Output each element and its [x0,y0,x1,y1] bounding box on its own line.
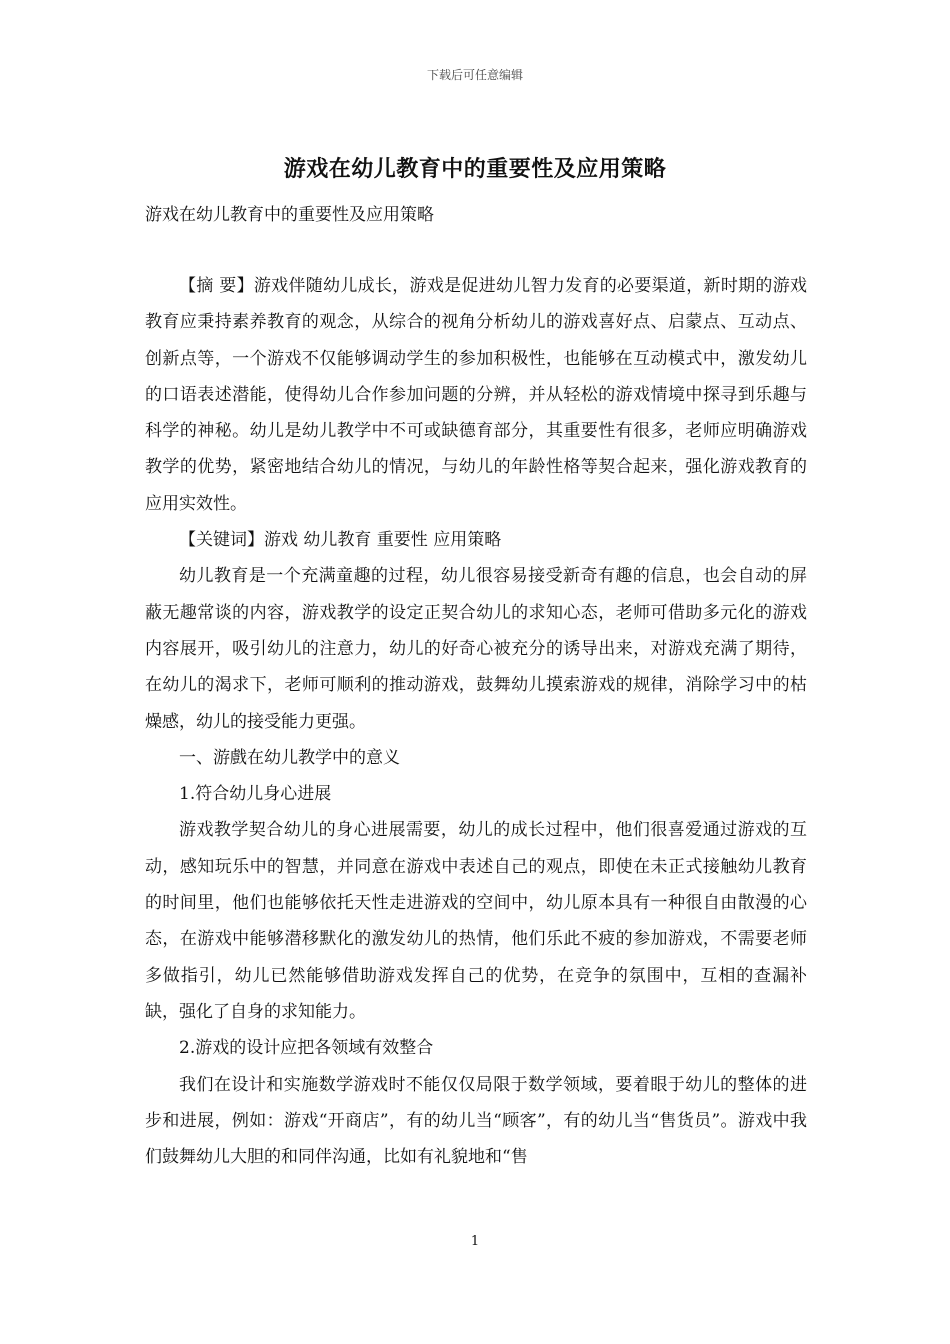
page-number: 1 [470,1234,480,1249]
keywords-paragraph: 【关键词】游戏 幼儿教育 重要性 应用策略 [179,530,502,551]
body-paragraph: 我们在设计和实施数学游戏时不能仅仅局限于数学领域，要着眼于幼儿的整体的进步和进展，例如：游戏“开商店”，有的幼儿当“顾客”，有的幼儿当“售货员”。游戏中我们鼓舞幼儿大胆的和同伴沟通，比如有礼貌地和“售 [145,1074,807,1168]
document-title: 游戏在幼儿教育中的重要性及应用策略 [283,156,667,182]
intro-paragraph: 幼儿教育是一个充满童趣的过程，幼儿很容易接受新奇有趣的信息，也会自动的屏蔽无趣常谈的内容，游戏教学的设定正契合幼儿的求知心态，老师可借助多元化的游戏内容展开，吸引幼儿的注意力，幼儿的好奇心被充分的诱导出来，对游戏充满了期待，在幼儿的渴求下，老师可顺利的推动游戏，鼓舞幼儿摸索游戏的规律，消除学习中的枯燥感，幼儿的接受能力更强。 [145,566,807,732]
document-subtitle: 游戏在幼儿教育中的重要性及应用策略 [145,205,434,225]
abstract-paragraph: 【摘 要】游戏伴随幼儿成长，游戏是促进幼儿智力发育的必要渠道，新时期的游戏教育应秉持素养教育的观念，从综合的视角分析幼儿的游戏喜好点、启蒙点、互动点、创新点等，一个游戏不仅能够调动学生的参加积极性，也能够在互动模式中，激发幼儿的口语表述潜能，使得幼儿合作参加问题的分辨，并从轻松的游戏情境中探寻到乐趣与科学的神秘。幼儿是幼儿教学中不可或缺德育部分，其重要性有很多，老师应明确游戏教学的优势，紧密地结合幼儿的情况，与幼儿的年龄性格等契合起来，强化游戏教育的应用实效性。 [145,276,807,514]
document-body [145,268,807,1175]
page-header-note: 下载后可任意编辑 [426,68,523,82]
body-paragraph: 游戏教学契合幼儿的身心进展需要，幼儿的成长过程中，他们很喜爱通过游戏的互动，感知玩乐中的智慧，并同意在游戏中表述自己的观点，即使在未正式接触幼儿教育的时间里，他们也能够依托天性走进游戏的空间中，幼儿原本具有一种很自由散漫的心态，在游戏中能够潜移默化的激发幼儿的热情，他们乐此不疲的参加游戏，不需要老师多做指引，幼儿已然能够借助游戏发挥自己的优势，在竞争的氛围中，互相的查漏补缺，强化了自身的求知能力。 [145,820,807,1022]
section-heading-1: 一、游戲在幼儿教学中的意义 [179,747,400,768]
subsection-heading-2: 2.游戏的设计应把各领域有效整合 [179,1038,434,1059]
subsection-heading-1: 1.符合幼儿身心进展 [179,784,332,805]
